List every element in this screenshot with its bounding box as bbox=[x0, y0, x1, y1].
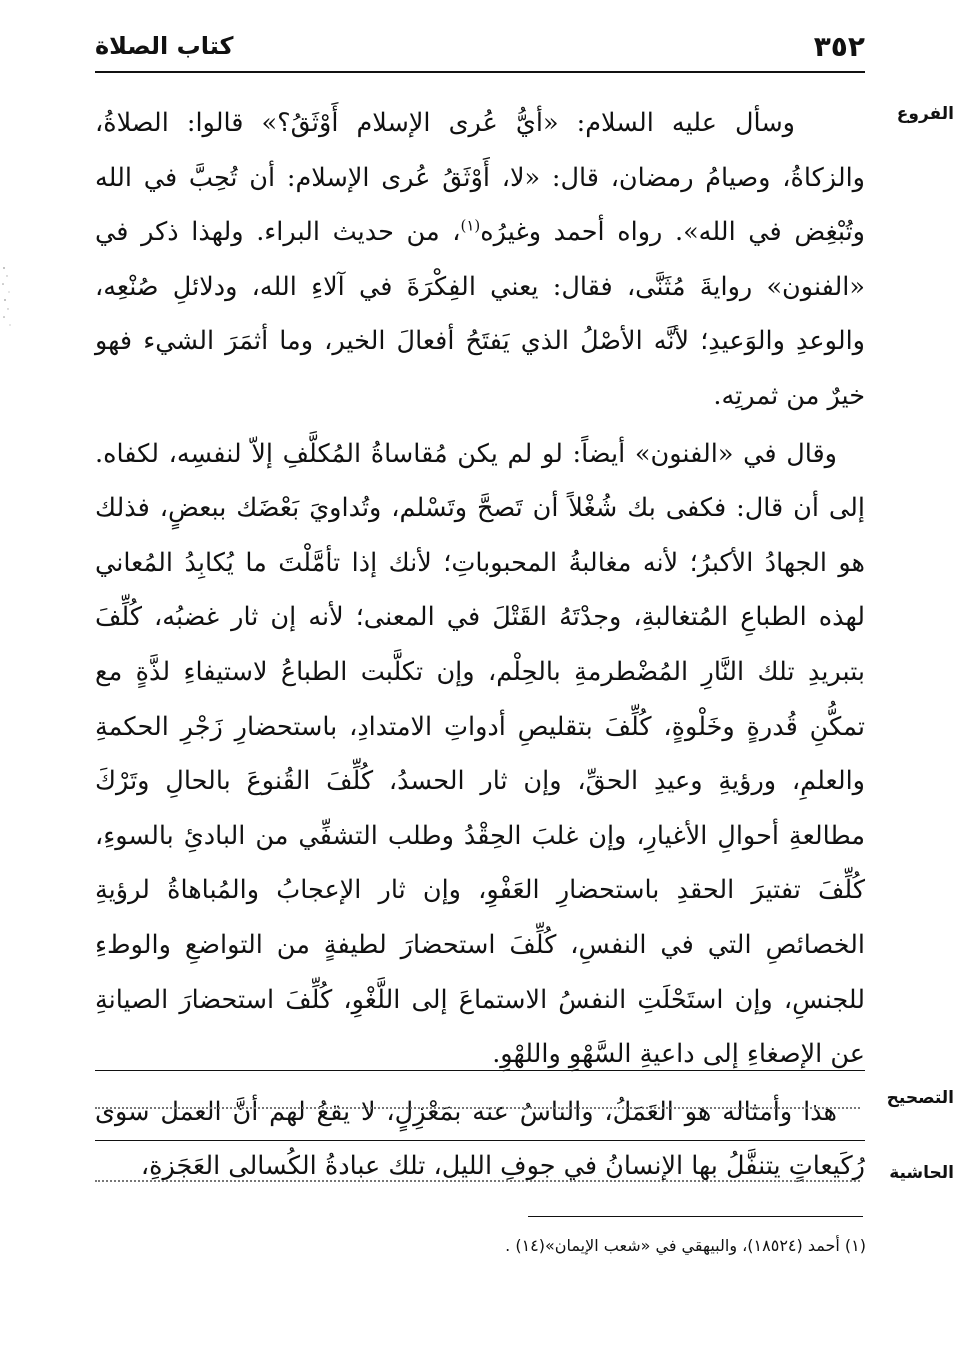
correction-dotted-line[interactable] bbox=[95, 1107, 860, 1109]
commentary-top-rule bbox=[95, 1140, 865, 1141]
correction-margin-label: التصحيح bbox=[886, 1088, 954, 1108]
running-title: كتاب الصلاة bbox=[95, 32, 234, 60]
paragraph-2: وقال في «الفنون» أيضاً: لو لم يكن مُقاساةُ المُكلَّفِ إلاّ لنفسِه، لكفاه. إلى أن قال: فكفى بك شُغْلاً أن تَصحَّ وتَسْلم، وتُداويَ بَعْضَك ببعضٍ، فذلك هو الجهادُ الأكبرُ؛ لأنه مغالبةُ المحبوباتِ؛ لأنك إذا تأمَّلْتَ ما يُكابِدُ المُعاني لهذه الطباعِ المُتغالبةِ، وجدْتَهُ القَتْلَ في المعنى؛ لأنه إن ثار غضبُه، كُلِّفَ بتبريدِ تلك النَّارِ المُضْطرمةِ بالحِلْم، وإن تكلَّبت الطباعُ لاستيفاءِ لذَّةٍ مع تمكُّنِ قُدرةٍ وخَلْوةٍ، كُلِّفَ بتقليصِ أدواتِ الامتدادِ، باستحضارِ زَجْرِ الحكمةِ والعلمِ، ورؤيةِ وعيدِ الحقِّ، وإن ثار الحسدُ، كُلِّفَ القُنوعَ بالحالِ وتَرْكَ مطالعةِ أحوالِ الأغيارِ، وإن غلبَ الحِقْدُ وطلب التشفِّي من البادئِ بالسوءِ، كُلِّفَ تفتيرَ الحقدِ باستحضارِ العَفْوِ، وإن ثار الإعجابُ والمُباهاةُ لرؤيةِ الخصائصِ التي في النفسِ، كُلِّفَ استحضارَ لطيفةٍ من التواضعِ والوطءِ للجنسِ، وإن استَحْلَتِ النفسُ الاستماعَ إلى اللَّغْوِ، كُلِّفَ استحضارَ الصيانةِ عن الإصغاءِ إلى داعيةِ السَّهْوِ واللهْوِ. bbox=[95, 438, 865, 1070]
section-margin-label: الفروع bbox=[896, 104, 954, 124]
footnote-marker[interactable]: (١) bbox=[460, 216, 481, 235]
paragraph-1-text-b: ، من حديث البراء. ولهذا ذكر في «الفنون» روايةَ مُثَنَّى، فقال: يعني الفِكْرَةَ في آلاءِ الله، ودلائلِ صُنْعِه، والوعدِ والوَعيدِ؛ لأنَّه الأصْلُ الذي يَفتَحُ أفعالَ الخير، وما أثمَرَ الشيء فهو خيرٌ من ثمرتِه. bbox=[95, 217, 865, 411]
page-header bbox=[95, 28, 865, 68]
commentary-margin-label: الحاشية bbox=[889, 1163, 954, 1183]
correction-top-rule bbox=[95, 1070, 865, 1071]
page-number: ٣٥٢ bbox=[813, 30, 865, 63]
paragraph-1-text-a: وسأل عليه السلام: «أيُّ عُرى الإسلام أَوْثَقُ؟» قالوا: الصلاةُ، والزكاةُ، وصيامُ رمضان، قال: «لا، أَوْثَقُ عُرى الإسلام: أن تُحِبَّ في الله وتُبْغِض في الله». رواه أحمد وغيرُه bbox=[95, 108, 865, 248]
commentary-dotted-line[interactable] bbox=[95, 1180, 860, 1182]
main-text bbox=[95, 96, 865, 1197]
footnote-1: (١) أحمد (١٨٥٢٤)، والبيهقي في «شعب الإيمان»(١٤) . bbox=[505, 1236, 866, 1255]
scan-speck-marks bbox=[0, 262, 14, 332]
footnote-rule bbox=[528, 1216, 863, 1217]
paragraph-1 bbox=[95, 96, 865, 424]
paragraph-3: هذا وأمثاله هو العَمَلُ، والناسُ عنه بمَعْزِلٍ، لا يقعُ لهم أنَّ العمل سوى رُكَيعاتٍ يتنفَّلُ بها الإنسانُ في جوفِ الليل، تلك عبادةُ الكُسالى العَجَزةِ، bbox=[95, 1096, 865, 1182]
header-rule bbox=[95, 71, 865, 73]
